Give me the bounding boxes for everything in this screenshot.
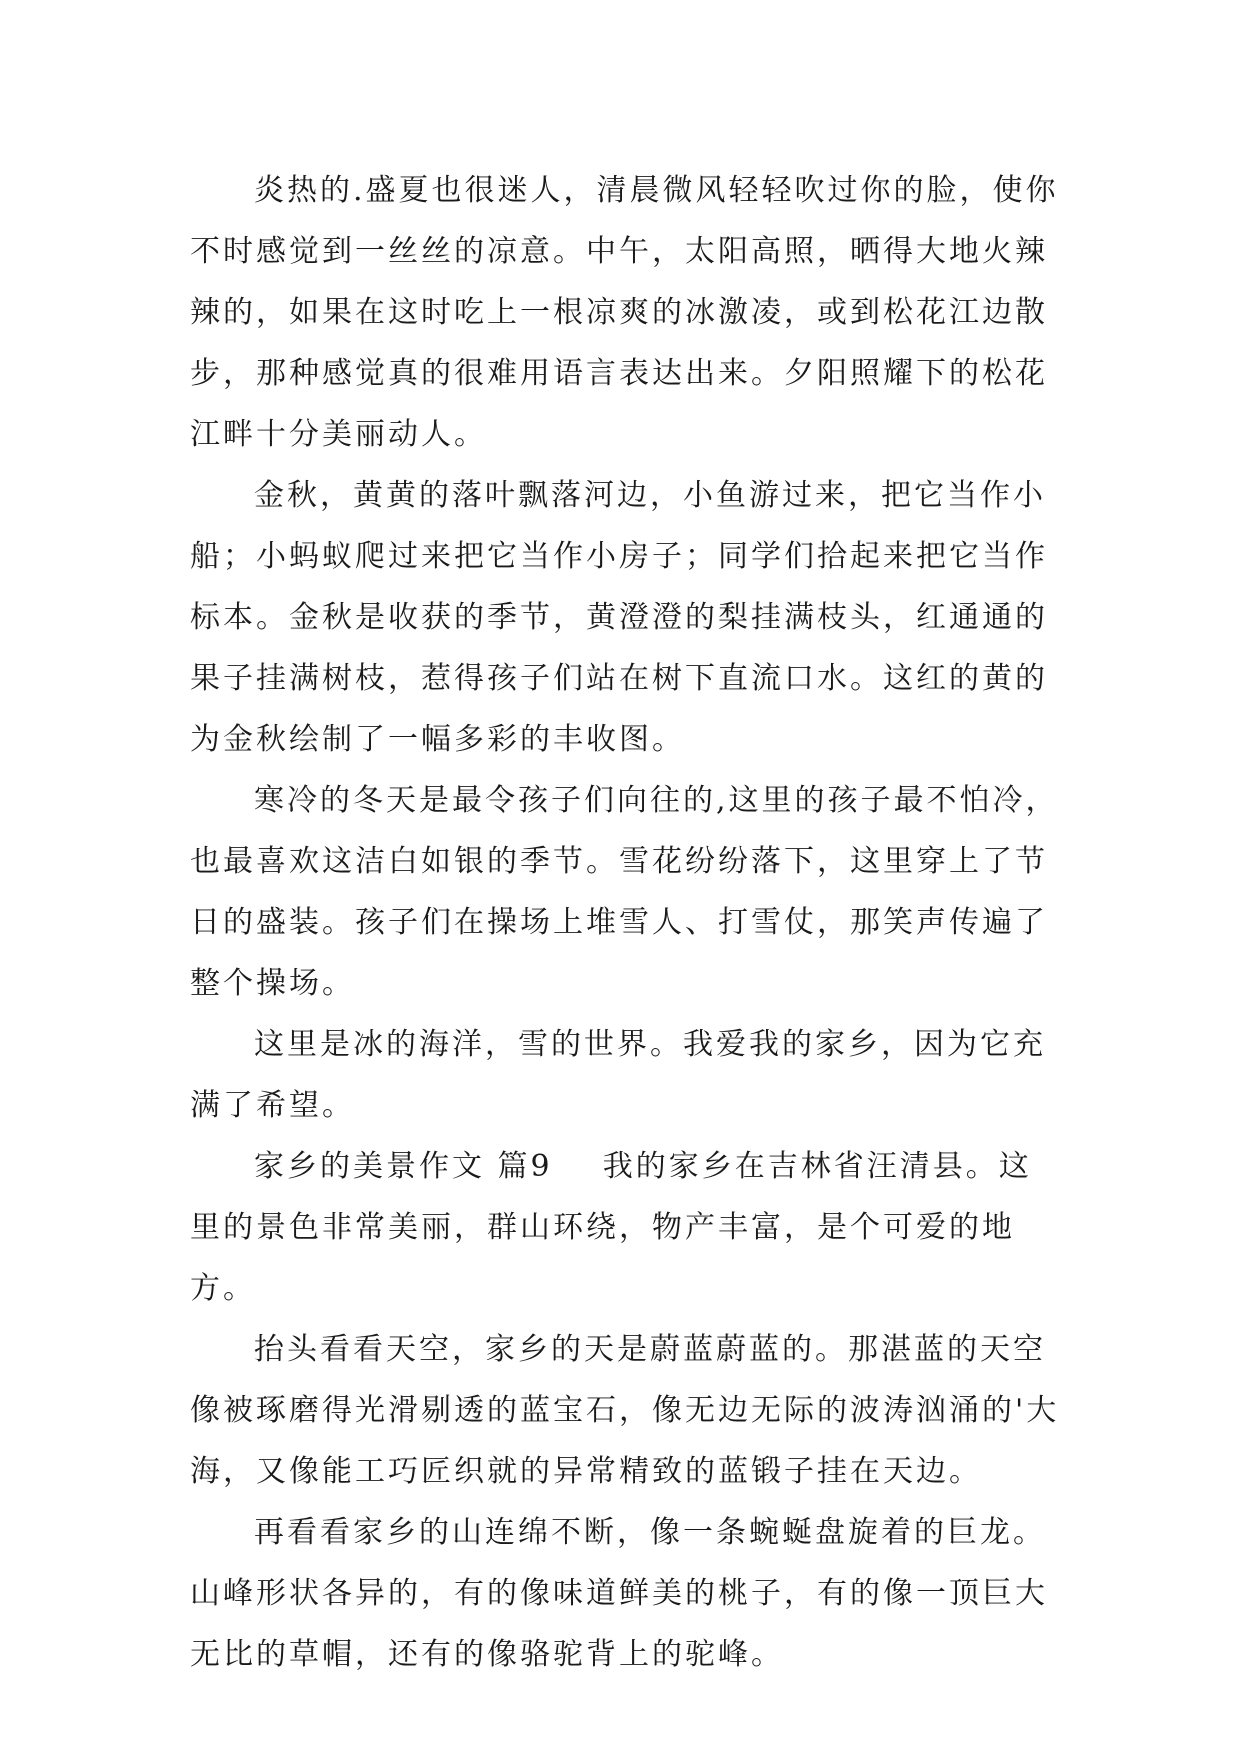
paragraph-sky: 抬头看看天空，家乡的天是蔚蓝蔚蓝的。那湛蓝的天空像被琢磨得光滑剔透的蓝宝石，像无边无际的波涛汹涌的'大海，又像能工巧匠织就的异常精致的蓝锻子挂在天边。	[190, 1332, 1060, 1489]
paragraph-winter: 寒冷的冬天是最令孩子们向往的,这里的孩子最不怕冷，也最喜欢这洁白如银的季节。雪花纷纷落下，这里穿上了节日的盛装。孩子们在操场上堆雪人、打雪仗，那笑声传遍了整个操场。	[190, 783, 1059, 1001]
paragraph-autumn: 金秋，黄黄的落叶飘落河边，小鱼游过来，把它当作小船；小蚂蚁爬过来把它当作小房子；同学们拾起来把它当作标本。金秋是收获的季节，黄澄澄的梨挂满枝头，红通通的果子挂满树枝，惹得孩子们站在树下直流口水。这红的黄的为金秋绘制了一幅多彩的丰收图。	[190, 478, 1048, 757]
article-body	[190, 160, 1060, 1685]
paragraph-mountains: 再看看家乡的山连绵不断，像一条蜿蜒盘旋着的巨龙。山峰形状各异的，有的像味道鲜美的桃子，有的像一顶巨大无比的草帽，还有的像骆驼背上的驼峰。	[190, 1515, 1048, 1672]
paragraph-conclusion: 这里是冰的海洋，雪的世界。我爱我的家乡，因为它充满了希望。	[190, 1027, 1046, 1123]
paragraph-summer: 炎热的.盛夏也很迷人，清晨微风轻轻吹过你的脸，使你不时感觉到一丝丝的凉意。中午，太阳高照，晒得大地火辣辣的，如果在这时吃上一根凉爽的冰激凌，或到松花江边散步，那种感觉真的很难用语言表达出来。夕阳照耀下的松花江畔十分美丽动人。	[190, 173, 1059, 452]
paragraph-essay-9-intro: 家乡的美景作文 篇9 我的家乡在吉林省汪清县。这里的景色非常美丽，群山环绕，物产丰富，是个可爱的地方。	[190, 1149, 1032, 1306]
